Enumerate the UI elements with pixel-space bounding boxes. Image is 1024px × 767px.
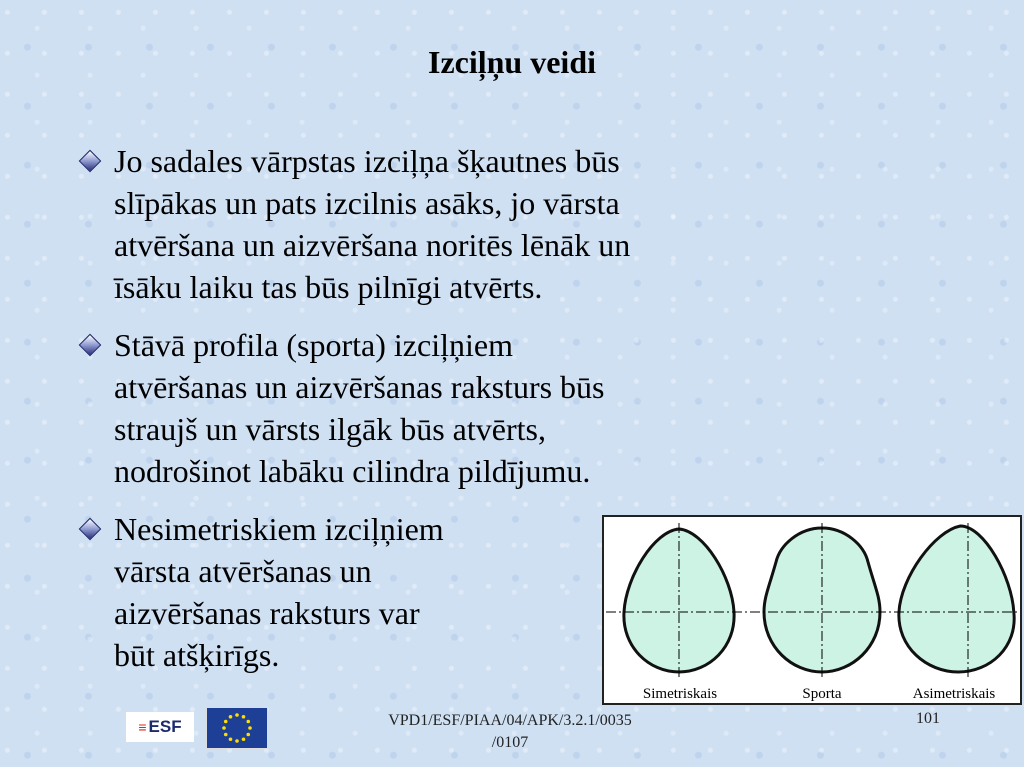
eu-star-icon: [248, 726, 252, 730]
esf-logo-text: ESF: [148, 717, 182, 736]
bullet-text: Jo sadales vārpstas izciļņa šķautnes būs slīpākas un pats izcilnis asāks, jo vārsta atvēršana un aizvēršana noritēs lēnāk un īsāku laiku tas būs pilnīgi atvērts.: [114, 143, 631, 305]
label-asymmetric: Asimetriskais: [912, 686, 996, 702]
asymmetric-cam-shape: [899, 526, 1014, 672]
bullet-text: Nesimetriskiem izciļņiem vārsta atvēršanas un aizvēršanas raksturs var būt atšķirīgs.: [114, 511, 444, 673]
esf-logo: [126, 712, 194, 742]
diamond-bullet-icon: [79, 334, 102, 357]
diamond-bullet-icon: [79, 518, 102, 541]
eu-star-icon: [222, 726, 226, 730]
cam-profiles-diagram: [604, 517, 1020, 703]
bullet-item: [82, 140, 630, 308]
eu-star-icon: [242, 737, 246, 741]
bullet-item: [82, 508, 444, 676]
label-symmetric: Simetriskais: [642, 686, 718, 702]
eu-star-icon: [229, 737, 233, 741]
bullet-text: Stāvā profila (sporta) izciļņiem atvēršanas un aizvēršanas raksturs būs straujš un vārsts ilgāk būs atvērts, nodrošinot labāku cilindra pildījumu.: [114, 327, 605, 489]
eu-star-icon: [235, 739, 239, 743]
label-sport: Sporta: [802, 686, 842, 702]
eu-star-icon: [229, 715, 233, 719]
bullet-item: [82, 324, 605, 492]
slide-title: Izciļņu veidi: [427, 44, 596, 80]
page-number: 101: [916, 710, 940, 727]
cam-profiles-figure: [602, 515, 1022, 705]
footer-reference: VPD1/ESF/PIAA/04/APK/3.2.1/0035 /0107: [388, 712, 632, 751]
eu-stars-icon: [207, 708, 267, 748]
eu-star-icon: [246, 733, 250, 737]
eu-star-icon: [242, 715, 246, 719]
eu-star-icon: [224, 720, 228, 724]
diamond-bullet-icon: [79, 150, 102, 173]
eu-star-icon: [246, 720, 250, 724]
eu-star-icon: [235, 713, 239, 717]
eu-star-icon: [224, 733, 228, 737]
esf-logo-mark-icon: ≡: [138, 719, 147, 735]
eu-flag-logo: [206, 707, 268, 749]
